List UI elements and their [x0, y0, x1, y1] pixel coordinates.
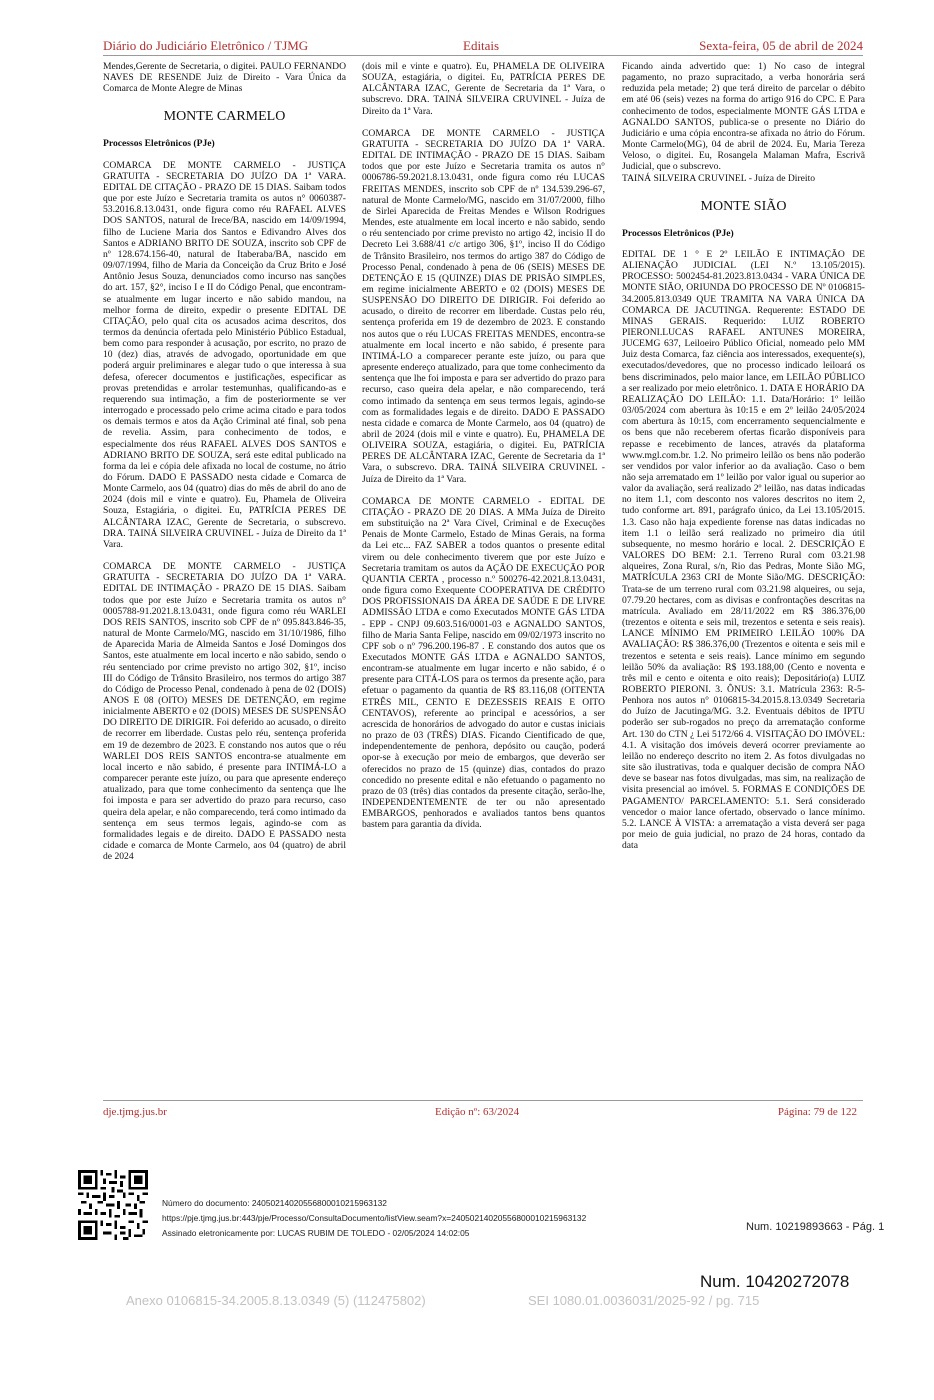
column-1 — [103, 61, 346, 1091]
page-number: Página: 79 de 122 — [777, 1106, 857, 1118]
section-title: Editais — [463, 38, 500, 53]
paragraph: Mendes,Gerente de Secretaria, o digitei. PAULO FERNANDO NAVES DE RESENDE Juiz de Direito - Vara Única da Comarca de Monte Alegre de Minas — [103, 61, 346, 95]
section-heading-monte-carmelo: MONTE CARMELO — [163, 109, 286, 125]
document-url[interactable]: https://pje.tjmg.jus.br:443/pje/Processo/ConsultaDocumento/listView.seam?x=24050214020556800010215963132 — [162, 1213, 587, 1223]
qr-code-icon — [78, 1170, 148, 1240]
column-2 — [362, 61, 605, 1091]
edition-number: Edição nº: 63/2024 — [435, 1106, 520, 1118]
paragraph: COMARCA DE MONTE CARMELO - EDITAL DE CITAÇÃO - PRAZO DE 20 DIAS. A MMa Juíza de Direito em substituição na 2ª Vara Cível, Criminal e de Execuções Penais de Monte Carmelo, Estado de Minas Gerais, na forma da Lei etc... FAZ SABER a todos quantos o presente edital virem ou dele conhecimento tiverem que por este Juízo e Secretaria tramitam os autos da AÇÃO DE EXECUÇÃO POR QUANTIA CERTA , processo n.º 500276-42.2021.8.13.0431, onde figura como Exequente COOPERATIVA DE CRÉDITO DOS PROFISSIONAIS DA ÁREA DE SAÚDE E DE LIVRE ADMISSÃO LTDA e como Executados MONTE GÁS LTDA - EPP - CNPJ 09.603.516/0001-03 e AGNALDO SANTOS, filho de Maria Santa Felipe, nascido em 09/02/1973 inscrito no CPF sob o nº 796.200.196-87 . E constando dos autos que os Executados MONTE GÁS LTDA e AGNALDO SANTOS, encontram-se atualmente em lugar incerto e não sabido, é o presente para CITÁ-LOS para os termos da presente ação, para efetuar o pagamento da quantia de R$ 83.116,08 (OITENTA ETRÊS MIL, CENTO E DEZESSEIS REAIS E OITO CENTAVOS), referente ao principal e acessórios, a ser acrescida de honorários de advogado do autor e custas iniciais no prazo de 03 (TRÊS) DIAS. Ficando Cientificado de que, independentemente de penhora, depósito ou caução, poderá opor-se à execução por meio de embargos, que deverão ser oferecidos no prazo de 15 (quinze) dias, contados do prazo concedido no presente edital e não efetuando o pagamento no prazo de 03 (três) dias contados da presente citação, serão-lhe, INDEPENDENTEMENTE de ter ou não apresentado EMBARGOS, penhorados e avaliados tantos bens quantos bastem para garantia da dívida. — [362, 495, 605, 831]
document-number: Número do documento: 24050214020556800010215963132 — [162, 1198, 387, 1208]
site-url[interactable]: dje.tjmg.jus.br — [103, 1106, 167, 1118]
sei-stamp: SEI 1080.01.0036031/2025-92 / pg. 715 — [528, 1293, 760, 1308]
paragraph: EDITAL DE 1 ° E 2º LEILÃO E INTIMAÇÃO DE ALIENAÇÃO JUDICIAL (LEI N.º 13.105/2015). PROCESSO: 5002454-81.2023.813.0434 - VARA ÚNICA DE MONTE SIÃO, ORIUNDA DO PROCESSO DE Nº 0106815-34.2005.813.0349 QUE TRAMITA NA VARA ÚNICA DA COMARCA DE JACUTINGA. Requerente: ESTADO DE MINAS GERAIS. Requerido: LUIZ ROBERTO PIERONI.LUCAS RAFAEL ANTUNES MOREIRA, JUCEMG 637, Leiloeiro Público Oficial, nomeado pelo MM Juiz desta Comarca, faz ciência aos interessados, exequente(s), executados/devedores, que no processo indicado leiloará os bens discriminados, pelo maior lance, em LEILÃO PÚBLICO a ser realizado por meio eletrônico. 1. DATA E HORÁRIO DA REALIZAÇÃO DO LEILÃO: 1.1. Data/Horário: 1º leilão 03/05/2024 com abertura às 10:15 e em 2º leilão 24/05/2024 com abertura às 10:15, com encerramento sequencialmente e os bens que não receberem ofertas ficarão disponíveis para repasse e recebimento de lances, através da plataforma www.mgl.com.br. 1.2. No primeiro leilão os bens não poderão ser vendidos por valor inferior ao da avaliação. Caso o bem não seja arrematado em 1º leilão por valor igual ou superior ao valor da avaliação, será realizado 2º leilão, nas datas indicadas no item 1.1, com desconto nos valores descritos no item 2, tudo conforme art. 891, parágrafo único, da Lei 13.105/2015. 1.3. Caso não haja expediente forense nas datas indicadas no item 1.1 o leilão será realizado no primeiro dia útil subsequente, no mesmo horário e local. 2. DESCRIÇÃO E VALORES DO BEM: 2.1. Terreno Rural com 03.21.98 alqueires, Zona Rural, s/n, Rio das Pedras, Monte Sião MG, MATRÍCULA 2363 CRI de Monte Sião/MG. DESCRIÇÃO: Trata-se de um terreno rural com 03.21.98 alqueires, ou seja, 07.79.20 hectares, com as divisas e confrontações descritas na matrícula. Avaliado em 28/11/2022 em R$ 386.376,00 (trezentos e oitenta e seis mil, trezentos e setenta e seis reais). LANCE MÍNIMO EM PRIMEIRO LEILÃO 100% DA AVALIAÇÃO: R$ 386.376,00 (Trezentos e oitenta e seis mil e trezentos e setenta e seis reais). Lance mínimo em segundo leilão 50% da avaliação: R$ 193.188,00 (Cento e noventa e três mil e cento e oitenta e oito reais); Depositário(a) LUIZ ROBERTO PIERONI. 3. ÔNUS: 3.1. Matrícula 2363: R-5- Penhora nos autos n° 0106815-34.2015.8.13.0349 Secretaria do Juízo de Jacutinga/MG. 3.2. Eventuais débitos de IPTU poderão ser sub-rogados no preço da arrematação conforme Art. 130 do CTN ¿ Lei 5172/66 4. VISITAÇÃO DO IMÓVEL: 4.1. A visitação dos imóveis deverá ocorrer previamente ao leilão no endereço descrito no item 2. As fotos divulgadas no site são ilustrativas, toda e qualquer decisão de compra NÃO deve se basear nas fotos divulgadas, mas sim, na realização de visita presencial ao imóvel. 5. FORMAS E CONDIÇÕES DE PAGAMENTO/ PARCELAMENTO: 5.1. Será considerado vencedor o maior lance ofertado, observado o lance mínimo. 5.2. LANCE À VISTA: a arrematação a vista deverá ser paga por meio de guia judicial, no prazo de 24 horas, contado da data — [622, 248, 865, 852]
section-heading-monte-siao: MONTE SIÃO — [700, 198, 787, 214]
subsection-heading: Processos Eletrônicos (PJe) — [622, 227, 734, 239]
paragraph: COMARCA DE MONTE CARMELO - JUSTIÇA GRATUITA - SECRETARIA DO JUÍZO DA 1ª VARA. EDITAL DE INTIMAÇÃO - PRAZO DE 15 DIAS. Saibam todos que por este Juízo e Secretaria tramita os autos n° 0006786-59.2021.8.13.0431, onde figura como réu LUCAS FREITAS MENDES, inscrito sob CPF de nº 134.539.296-67, natural de Monte Carmelo/MG, nascido em 31/07/2000, filho de Sirlei Aparecida de Freitas Mendes e Wilson Rodrigues Mendes, este atualmente em local incerto e não sabido, sendo o réu sentenciado por crime previsto no artigo 42, incisio II do Decreto Lei 3.688/41 c/c artigo 306, §1º, inciso II do Código de Trânsito Brasileiro, nos termos do artigo 387 do Código de Processo Penal, condenado à pena de 06 (SEIS) MESES DE DETENÇÃO E 15 (QUINZE) DIAS DE PRISÃO SIMPLES, em regime inicialmente ABERTO e 02 (DOIS) MESES DE SUSPENSÃO DO DIREITO DE DIRIGIR. Foi deferido ao acusado, o direito de recorrer em liberdade. Custas pelo réu, sentença proferida em 19 de dezembro de 2023. E constando nos autos que o réu LUCAS FREITAS MENDES, encontra-se atualmente em local incerto e não sabido, é presente para INTIMÁ-LO a comparecer perante este juízo, ou para que apresente endereço atualizado, para que tome conhecimento da sentença que lhe foi imposta e para ser advertido do prazo para recurso, caso queira dela apelar, e não comparecendo, terá como intimado da sentença em seus termos legais, agindo-se com as formalidades legais e de direito. DADO E PASSADO nesta cidade e comarca de Monte Carmelo, aos 04 (quatro) de abril de 2024 (dois mil e vinte e quatro). Eu, PHAMELA DE OLIVEIRA SOUZA, estagiária, o digitei. Eu, PATRÍCIA PERES DE ALCÂNTARA IZAC, Gerente de Secretaria da 1ª Vara, o subscrevo. DRA. TAINÁ SILVEIRA CRUVINEL - Juíza de Direito da 1ª Vara. — [362, 127, 605, 485]
footer-divider — [103, 1100, 863, 1101]
page-footer — [103, 1106, 863, 1122]
publication-date: Sexta-feira, 05 de abril de 2024 — [699, 38, 863, 53]
paragraph: COMARCA DE MONTE CARMELO - JUSTIÇA GRATUITA - SECRETARIA DO JUÍZO DA 1ª VARA. EDITAL DE CITAÇÃO - PRAZO DE 15 DIAS. Saibam todos que por este Juízo e Secretaria tramita os autos n° 0060387-53.2016.8.13.0431, onde figura como réu RAFAEL ALVES DOS SANTOS, natural de Irece/BA, nascido em 14/09/1994, filho de Luciene Maria dos Santos e Edivandro Alves dos Santos e ADRIANO BRITO DE SOUZA, inscrito sob CPF de nº 128.674.156-40, natural de Itaberaba/BA, nascido em 09/07/1994, filho de Maria da Conceição da Cruz Brito e José Antônio Jesus Souza, denunciados como incurso nas sanções do art. 157, §2°, inciso I e II do Código Penal, que encontram-se atualmente em lugar incerto e não sabido mandou, na melhor forma de direito, expedir o presente EDITAL DE CITAÇÃO, pelo qual cita os acusados acima descritos, dos termos da denúncia ofertada pelo Ministério Público Estadual, bem como para responder à acusação, por escrito, no prazo de 10 (dez) dias, através de advogado, oportunidade em que poderá arguir preliminares e alegar tudo o que interessa à sua defesa, oferecer documentos e justificações, especificar as provas pretendidas e arrolar testemunhas, qualificando-as e requerendo sua intimação, a fim de posteriormente se ver interrogado e processado pelo crime acima citado e para todos os demais termos e atos da Ação Criminal até final, sob pena de revelia. Assim, para conhecimento de todos, e especialmente dos réus RAFAEL ALVES DOS SANTOS e ADRIANO BRITO DE SOUZA, será este edital publicado na forma da lei e cópia dele afixada no local de costume, no átrio do Fórum. DADO E PASSADO nesta cidade e Comarca de Monte Carmelo, aos 04 (quatro) dias do mês de abril do ano de 2024 (dois mil e vinte e quatro). Eu, Phamela de Oliveira Souza, Estagiária, o digitei. Eu, PATRÍCIA PERES DE ALCÂNTARA IZAC, Gerente de Secretaria, o subscrevo. DRA. TAINÁ SILVEIRA CRUVINEL - Juíza de Direito da 1ª Vara. — [103, 159, 346, 550]
annex-stamp: Anexo 0106815-34.2005.8.13.0349 (5) (112475802) — [126, 1293, 426, 1308]
paragraph: (dois mil e vinte e quatro). Eu, PHAMELA DE OLIVEIRA SOUZA, estagiária, o digitei. Eu, PATRÍCIA PERES DE ALCÂNTARA IZAC, Gerente de Secretaria da 1ª Vara, o subscrevo. DRA. TAINÁ SILVEIRA CRUVINEL - Juíza de Direito da 1ª Vara. — [362, 61, 605, 117]
signature-line: TAINÁ SILVEIRA CRUVINEL - Juíza de Direito — [622, 172, 816, 184]
electronic-signature: Assinado eletronicamente por: LUCAS RUBIM DE TOLEDO - 02/05/2024 14:02:05 — [162, 1228, 470, 1238]
paragraph: COMARCA DE MONTE CARMELO - JUSTIÇA GRATUITA - SECRETARIA DO JUÍZO DA 1ª VARA. EDITAL DE INTIMAÇÃO - PRAZO DE 15 DIAS. Saibam todos que por este Juízo e Secretaria tramita os autos n° 0005788-91.2021.8.13.0431, onde figura como réu WARLEI DOS REIS SANTOS, inscrito sob CPF de nº 095.843.846-35, natural de Monte Carmelo/MG, nascido em 31/10/1986, filho de Aparecida Maria de Almeida Santos e José Domingos dos Santos, este atualmente em local incerto e não sabido, sendo o réu sentenciado por crime previsto no artigo 302, §1º, inciso III do Código de Trânsito Brasileiro, nos termos do artigo 387 do Código de Processo Penal, condenado à pena de 02 (DOIS) ANOS E 08 (OITO) MESES DE DETENÇÃO, em regime inicialmente ABERTO e 02 (DOIS) MESES DE SUSPENSÃO DO DIREITO DE DIRIGIR. Foi deferido ao acusado, o direito de recorrer em liberdade. Custas pelo réu, sentença proferida em 19 de dezembro de 2023. E constando nos autos que o réu WARLEI DOS REIS SANTOS encontra-se atualmente em local incerto e não sabido, é presente para INTIMÁ-LO a comparecer perante este juízo, ou para que apresente endereço atualizado, para que tome conhecimento da sentença que lhe foi imposta e para ser advertido do prazo para recurso, caso queira dela apelar, e não comparecendo, terá como intimado da sentença em seus termos legais, agindo-se com as formalidades legais e de direito. DADO E PASSADO nesta cidade e comarca de Monte Carmelo, aos 04 (quatro) de abril de 2024 — [103, 561, 346, 863]
header-divider — [103, 55, 863, 56]
subsection-heading: Processos Eletrônicos (PJe) — [103, 138, 215, 150]
num-page-ref: Num. 10219893663 - Pág. 1 — [746, 1221, 885, 1233]
journal-title: Diário do Judiciário Eletrônico / TJMG — [103, 38, 309, 53]
document-num-large: Num. 10420272078 — [700, 1272, 850, 1291]
column-3 — [622, 61, 865, 1091]
paragraph: Ficando ainda advertido que: 1) No caso de integral pagamento, no prazo supracitado, a verba honorária será reduzida pela metade; 2) que terá direito de parcelar o débito em até 06 (seis) vezes na forma do artigo 916 do CPC. E Para conhecimento de todos, especialmente MONTE GÁS LTDA e AGNALDO SANTOS, publica-se o presente no Diário do Judiciário e uma cópia encontra-se afixada no átrio do Fórum. Monte Carmelo(MG), 04 de abril de 2024. Eu, Maria Tereza Veloso, o digitei. Eu, Rosangela Malaman Mafra, Escrivã Judicial, que o subscrevo. — [622, 61, 865, 173]
